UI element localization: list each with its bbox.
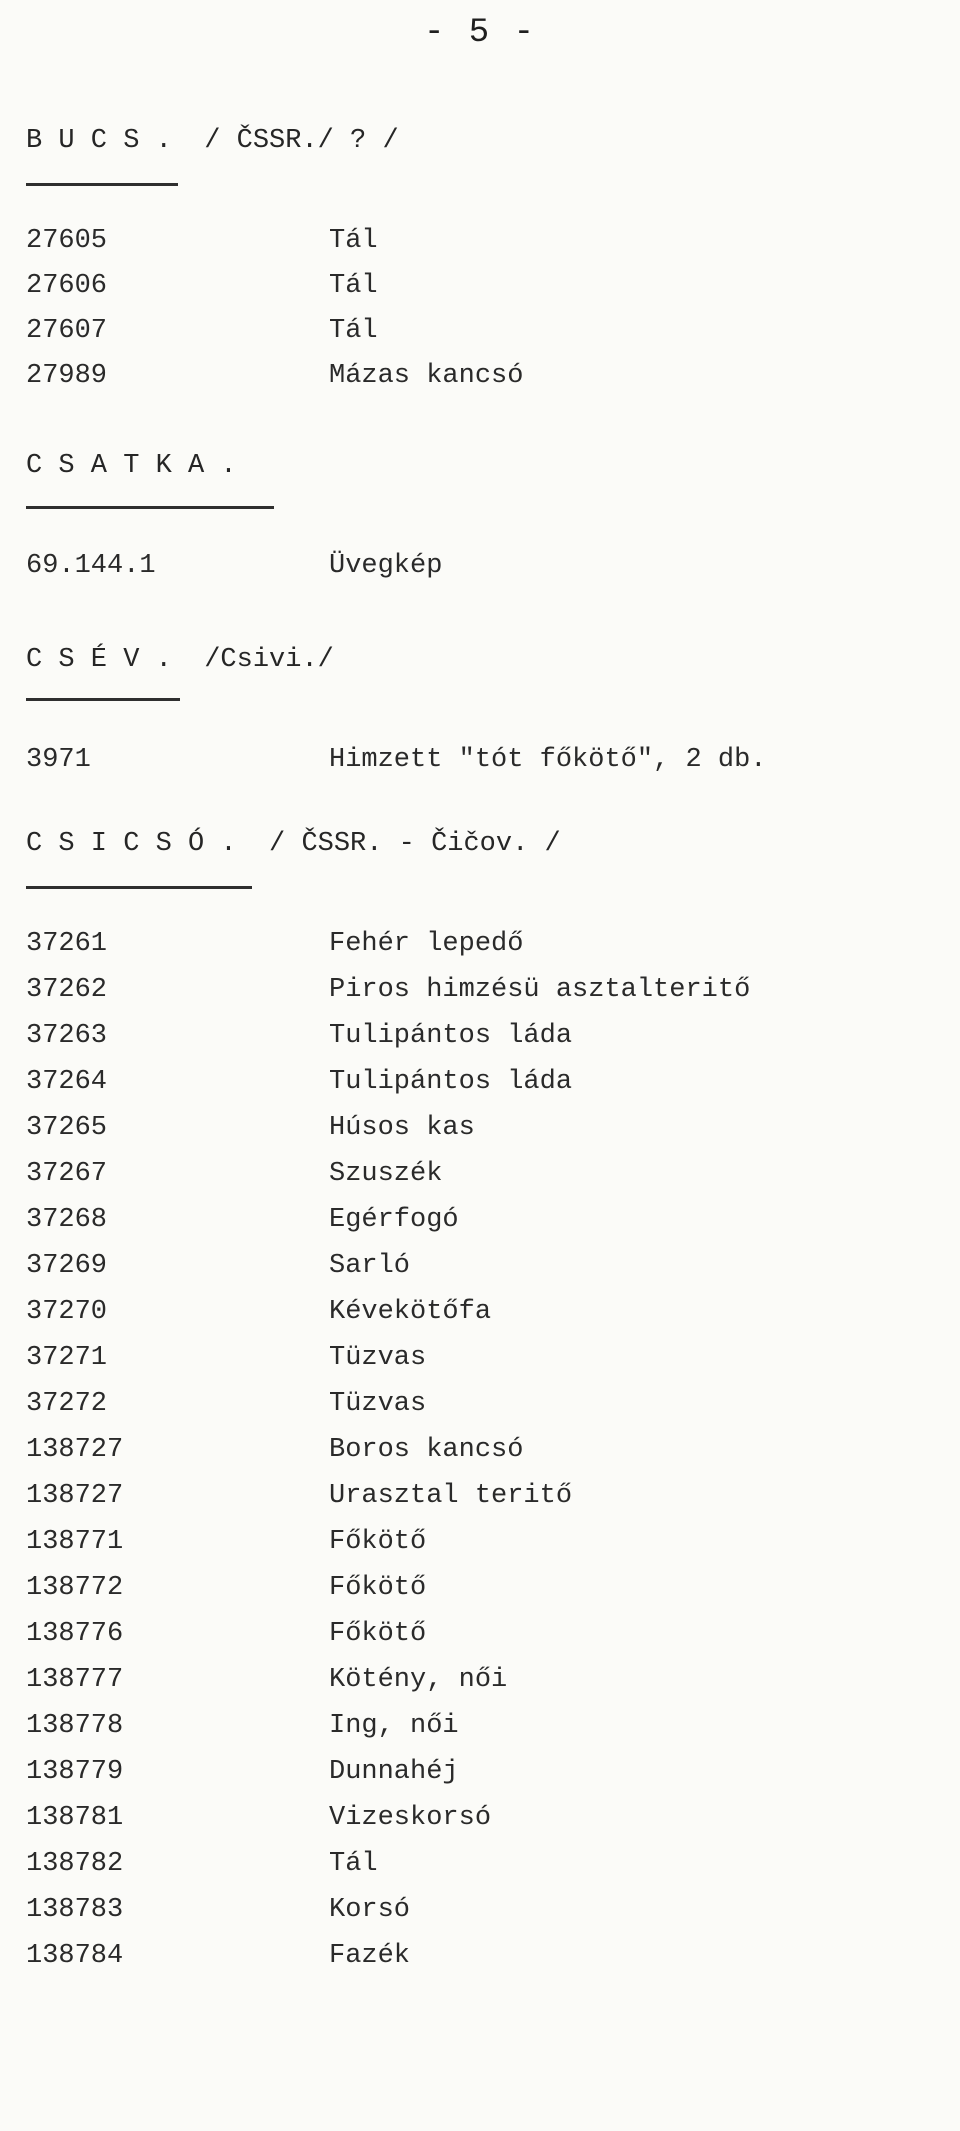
item-description: Tulipántos láda <box>329 1067 573 1097</box>
item-description: Himzett "tót főkötő", 2 db. <box>329 745 767 775</box>
inventory-number: 37267 <box>26 1159 108 1189</box>
item-description: Kötény, női <box>329 1665 508 1695</box>
inventory-number: 37264 <box>26 1067 108 1097</box>
list-item <box>26 1941 411 2061</box>
item-description: Főkötő <box>329 1619 427 1649</box>
item-description: Húsos kas <box>329 1113 475 1143</box>
inventory-number: 37272 <box>26 1389 108 1419</box>
item-description: Korsó <box>329 1895 411 1925</box>
item-description: Tál <box>329 271 378 301</box>
item-description: Tál <box>329 1849 378 1879</box>
item-description: Sarló <box>329 1251 411 1281</box>
item-description: Tulipántos láda <box>329 1021 573 1051</box>
item-description: Főkötő <box>329 1527 427 1557</box>
inventory-number: 27605 <box>26 226 108 256</box>
heading-underline <box>26 886 252 889</box>
inventory-number: 27607 <box>26 316 108 346</box>
inventory-number: 37261 <box>26 929 108 959</box>
inventory-number: 138777 <box>26 1665 124 1695</box>
inventory-number: 3971 <box>26 745 91 775</box>
inventory-number: 138779 <box>26 1757 124 1787</box>
item-description: Egérfogó <box>329 1205 459 1235</box>
section-bucs <box>26 121 524 391</box>
item-description: Dunnahéj <box>329 1757 459 1787</box>
item-description: Fehér lepedő <box>329 929 524 959</box>
item-description: Urasztal teritő <box>329 1481 573 1511</box>
section-heading: C S A T K A . <box>26 451 237 481</box>
item-description: Tüzvas <box>329 1389 427 1419</box>
item-description: Tüzvas <box>329 1343 427 1373</box>
inventory-number: 138781 <box>26 1803 124 1833</box>
heading-underline <box>26 698 180 701</box>
inventory-number: 138727 <box>26 1435 124 1465</box>
item-description: Boros kancsó <box>329 1435 524 1465</box>
item-description: Szuszék <box>329 1159 443 1189</box>
item-description: Mázas kancsó <box>329 361 524 391</box>
section-csicso <box>26 824 751 1971</box>
item-description: Tál <box>329 316 378 346</box>
inventory-number: 69.144.1 <box>26 551 156 581</box>
inventory-number: 138778 <box>26 1711 124 1741</box>
heading-underline <box>26 183 178 186</box>
item-description: Üvegkép <box>329 551 443 581</box>
item-description: Ing, női <box>329 1711 459 1741</box>
inventory-number: 138727 <box>26 1481 124 1511</box>
inventory-number: 27606 <box>26 271 108 301</box>
inventory-number: 37271 <box>26 1343 108 1373</box>
inventory-number: 37265 <box>26 1113 108 1143</box>
item-description: Kévekötőfa <box>329 1297 492 1327</box>
item-description: Vizeskorsó <box>329 1803 492 1833</box>
inventory-number: 37268 <box>26 1205 108 1235</box>
section-heading: C S É V . /Csivi./ <box>26 645 334 675</box>
inventory-number: 138783 <box>26 1895 124 1925</box>
section-csatka <box>26 446 443 581</box>
item-description: Főkötő <box>329 1573 427 1603</box>
inventory-number: 37262 <box>26 975 108 1005</box>
inventory-number: 138772 <box>26 1573 124 1603</box>
inventory-number: 37270 <box>26 1297 108 1327</box>
inventory-number: 138782 <box>26 1849 124 1879</box>
page-number: - 5 - <box>423 14 537 52</box>
inventory-number: 27989 <box>26 361 108 391</box>
item-description: Piros himzésü asztalteritő <box>329 975 751 1005</box>
item-description: Tál <box>329 226 378 256</box>
inventory-number: 138771 <box>26 1527 124 1557</box>
inventory-number: 37269 <box>26 1251 108 1281</box>
inventory-number: 138776 <box>26 1619 124 1649</box>
section-heading: C S I C S Ó . / ČSSR. - Čičov. / <box>26 829 561 859</box>
inventory-number: 138784 <box>26 1941 124 1971</box>
section-csev <box>26 640 767 775</box>
heading-underline <box>26 506 274 509</box>
inventory-number: 37263 <box>26 1021 108 1051</box>
section-heading: B U C S . / ČSSR./ ? / <box>26 126 399 156</box>
item-description: Fazék <box>329 1941 411 1971</box>
